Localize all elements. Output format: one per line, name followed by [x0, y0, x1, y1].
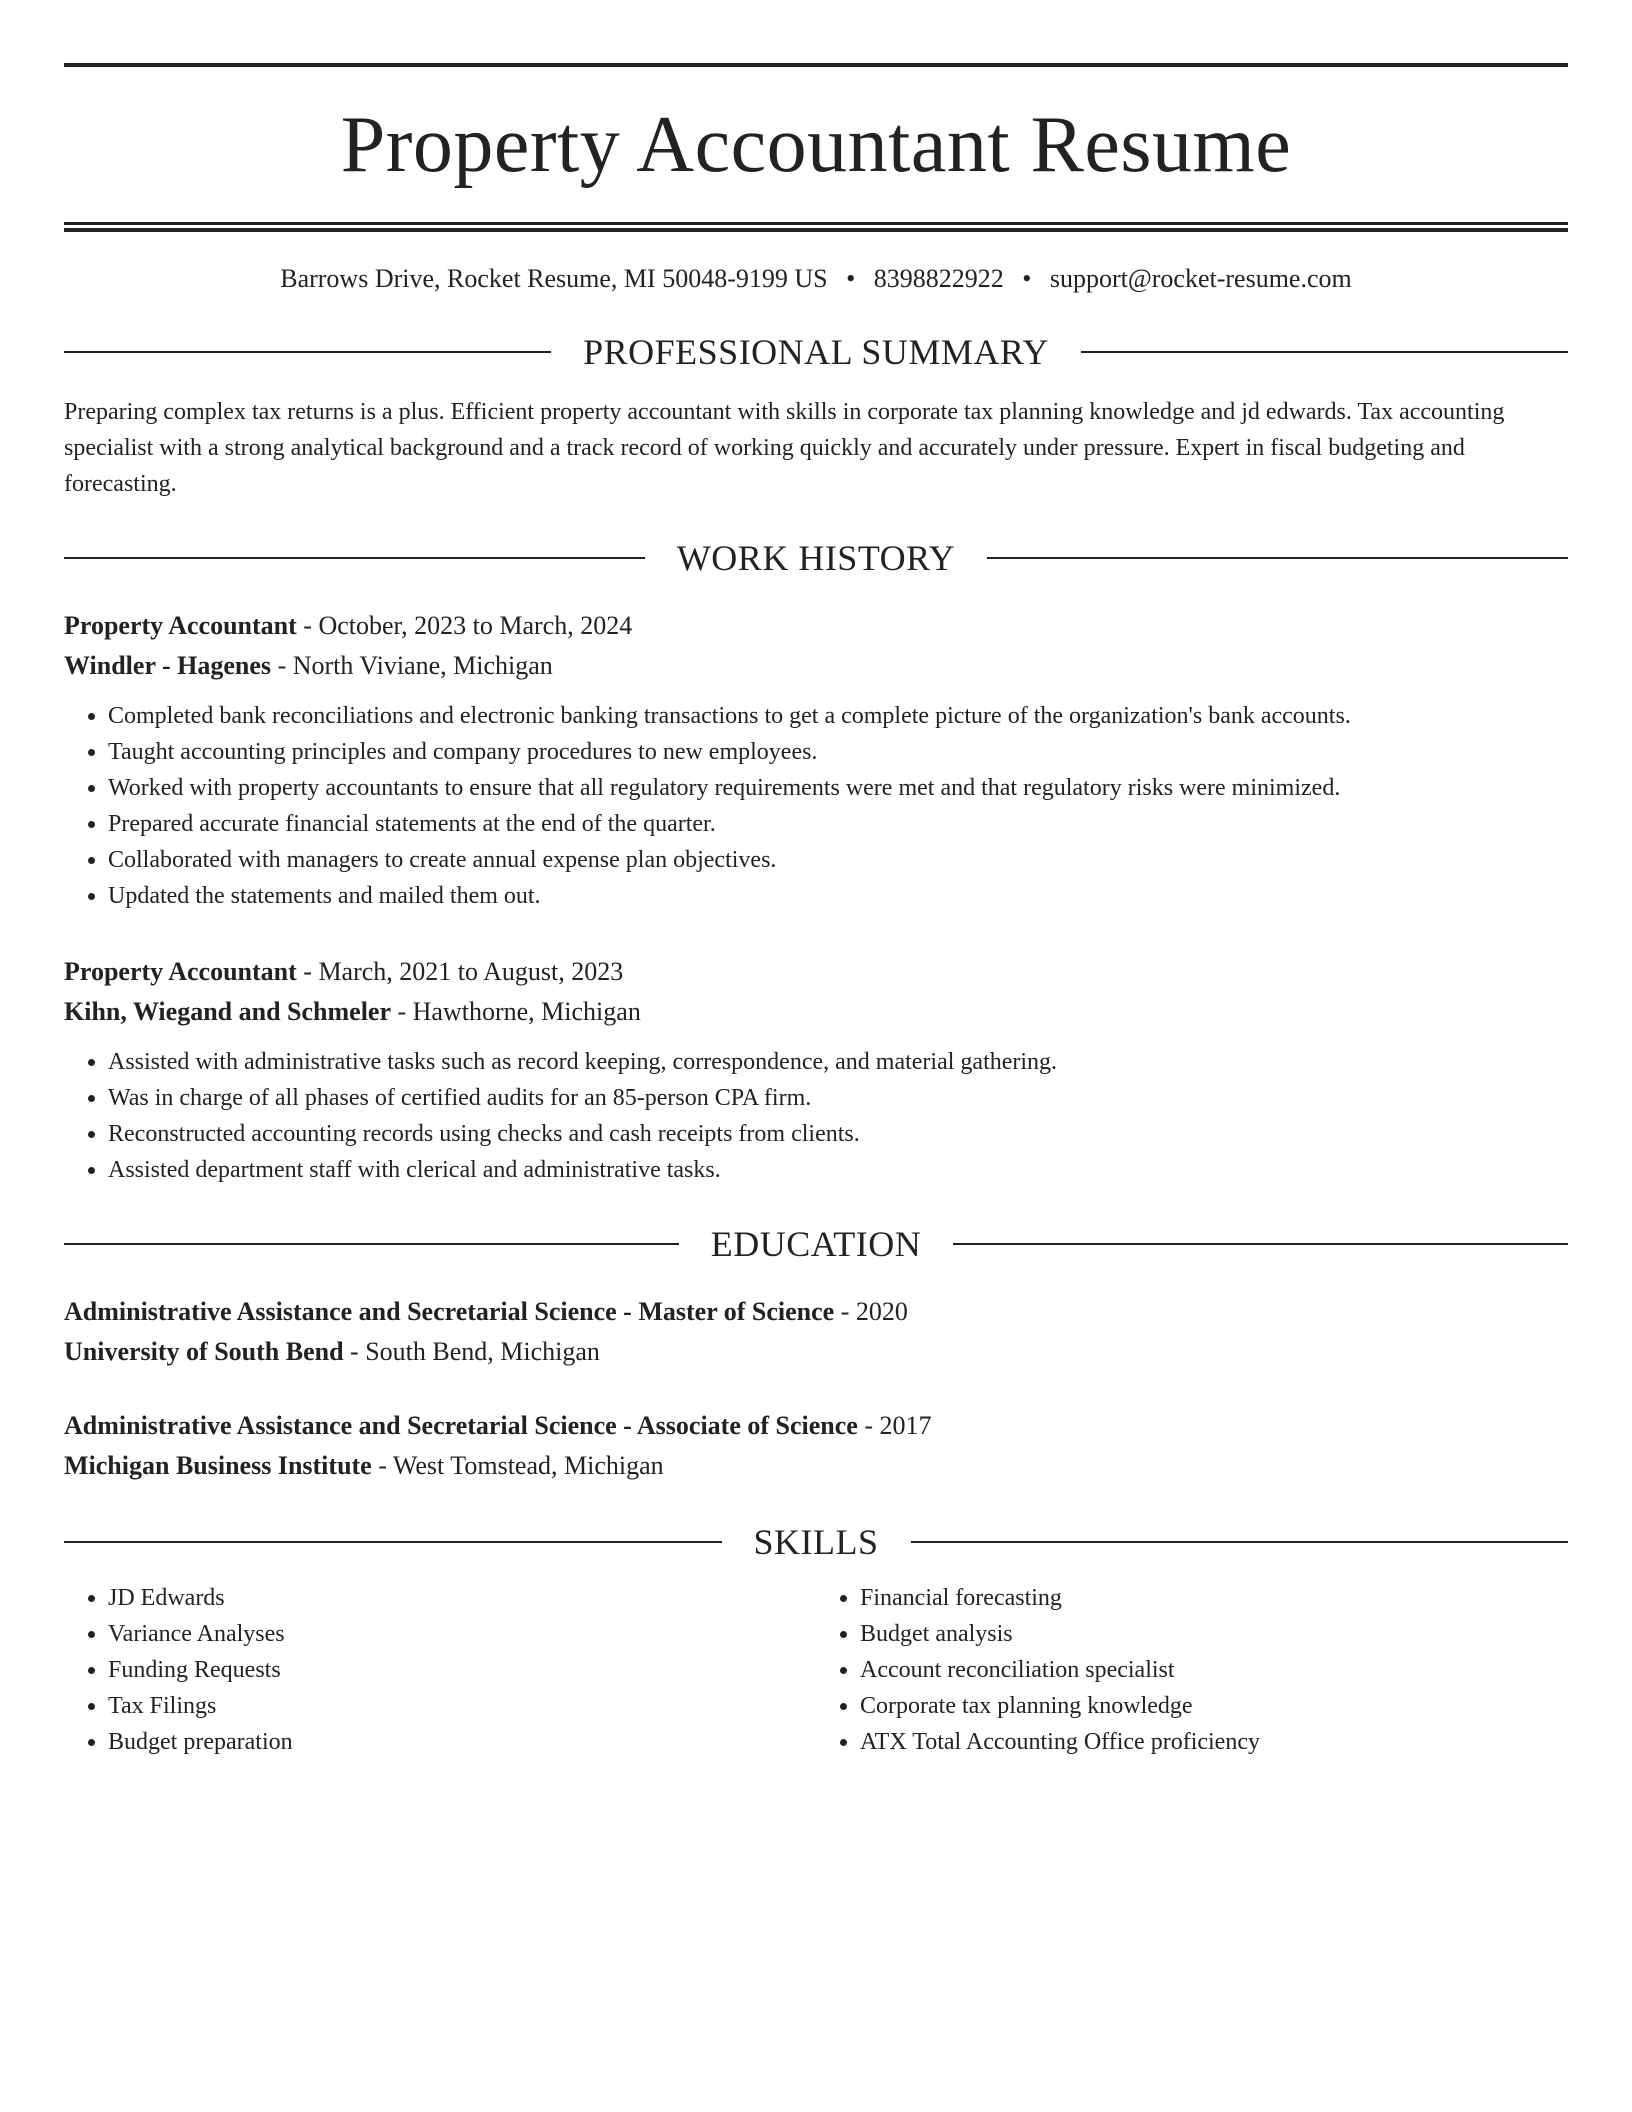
education-location: - West Tomstead, Michigan: [371, 1451, 664, 1480]
section-title: EDUCATION: [710, 1224, 922, 1264]
section-title: PROFESSIONAL SUMMARY: [583, 332, 1049, 372]
list-item: • Assisted department staff with clerical and administrative tasks.: [108, 1152, 1568, 1188]
list-item: • Was in charge of all phases of certified audits for an 85-person CPA firm.: [108, 1080, 1568, 1116]
resume-page: [64, 0, 1568, 1760]
top-rule: [64, 63, 1568, 67]
job-role: Property Accountant: [64, 611, 297, 640]
job-entry: [64, 606, 1568, 914]
contact-separator: •: [1022, 264, 1032, 293]
summary-text: Preparing complex tax returns is a plus. Efficient property accountant with skills in corporate tax planning knowledge and jd edwards. Tax accounting specialist with a strong analytical background and a track record of working quickly and accurately under pressure. Expert in fiscal budgeting and forecasting.: [64, 399, 1505, 497]
education-year: - 2017: [857, 1411, 932, 1440]
education-entry: [64, 1406, 1568, 1486]
list-item: • Financial forecasting: [860, 1580, 1568, 1616]
list-item: • Assisted with administrative tasks such as record keeping, correspondence, and material gathering.: [108, 1044, 1568, 1080]
list-item: • Completed bank reconciliations and electronic banking transactions to get a complete picture of the organization's bank accounts.: [108, 698, 1568, 734]
contact-phone: 8398822922: [873, 264, 1004, 293]
education-school: Michigan Business Institute: [64, 1451, 372, 1480]
job-location: - Hawthorne, Michigan: [391, 997, 641, 1026]
list-item: • Updated the statements and mailed them out.: [108, 878, 1568, 914]
job-bullets: [64, 1044, 1568, 1188]
job-bullets: [64, 698, 1568, 914]
education-location: - South Bend, Michigan: [343, 1337, 600, 1366]
list-item: • ATX Total Accounting Office proficiency: [860, 1724, 1568, 1760]
education-header: [64, 1292, 1568, 1372]
section-rule: [1081, 351, 1568, 353]
list-item: • Taught accounting principles and company procedures to new employees.: [108, 734, 1568, 770]
resume-title: Property Accountant Resume: [340, 101, 1292, 189]
job-dates: - October, 2023 to March, 2024: [296, 611, 633, 640]
list-item: • Collaborated with managers to create annual expense plan objectives.: [108, 842, 1568, 878]
list-item: • Budget analysis: [860, 1616, 1568, 1652]
education-degree: Administrative Assistance and Secretarial Science - Associate of Science: [64, 1411, 858, 1440]
list-item: • Budget preparation: [108, 1724, 816, 1760]
job-dates: - March, 2021 to August, 2023: [296, 957, 624, 986]
section-rule: [911, 1541, 1569, 1543]
job-company: Kihn, Wiegand and Schmeler: [64, 997, 391, 1026]
section-rule: [64, 1541, 722, 1543]
list-item: • Tax Filings: [108, 1688, 816, 1724]
section-rule: [987, 557, 1568, 559]
section-rule: [64, 557, 645, 559]
skills-columns: [64, 1580, 1568, 1760]
job-header: [64, 606, 1568, 686]
contact-line: [64, 262, 1568, 296]
job-company: Windler - Hagenes: [64, 651, 272, 680]
education-entry: [64, 1292, 1568, 1372]
list-item: • Funding Requests: [108, 1652, 816, 1688]
section-rule: [64, 351, 551, 353]
section-rule: [64, 1243, 679, 1245]
contact-email: support@rocket-resume.com: [1049, 264, 1352, 293]
education-degree: Administrative Assistance and Secretarial Science - Master of Science: [64, 1297, 835, 1326]
list-item: • JD Edwards: [108, 1580, 816, 1616]
section-header-summary: [64, 330, 1568, 374]
section-header-work: [64, 536, 1568, 580]
title-double-rule: [64, 222, 1568, 232]
list-item: • Variance Analyses: [108, 1616, 816, 1652]
job-entry: [64, 952, 1568, 1188]
job-location: - North Viviane, Michigan: [271, 651, 553, 680]
list-item: • Account reconciliation specialist: [860, 1652, 1568, 1688]
section-title: WORK HISTORY: [676, 538, 956, 578]
list-item: • Reconstructed accounting records using checks and cash receipts from clients.: [108, 1116, 1568, 1152]
education-school: University of South Bend: [64, 1337, 344, 1366]
list-item: • Worked with property accountants to ensure that all regulatory requirements were met and that regulatory risks were minimized.: [108, 770, 1568, 806]
education-year: - 2020: [834, 1297, 908, 1326]
section-title: SKILLS: [753, 1522, 879, 1562]
skills-list-left: [64, 1580, 816, 1760]
contact-address: Barrows Drive, Rocket Resume, MI 50048-9199 US: [280, 264, 828, 293]
job-header: [64, 952, 1568, 1032]
list-item: • Prepared accurate financial statements at the end of the quarter.: [108, 806, 1568, 842]
section-header-skills: [64, 1520, 1568, 1564]
section-header-education: [64, 1222, 1568, 1266]
contact-separator: •: [846, 264, 856, 293]
job-role: Property Accountant: [64, 957, 297, 986]
skills-list-right: [816, 1580, 1568, 1760]
list-item: • Corporate tax planning knowledge: [860, 1688, 1568, 1724]
education-header: [64, 1406, 1568, 1486]
section-rule: [953, 1243, 1568, 1245]
